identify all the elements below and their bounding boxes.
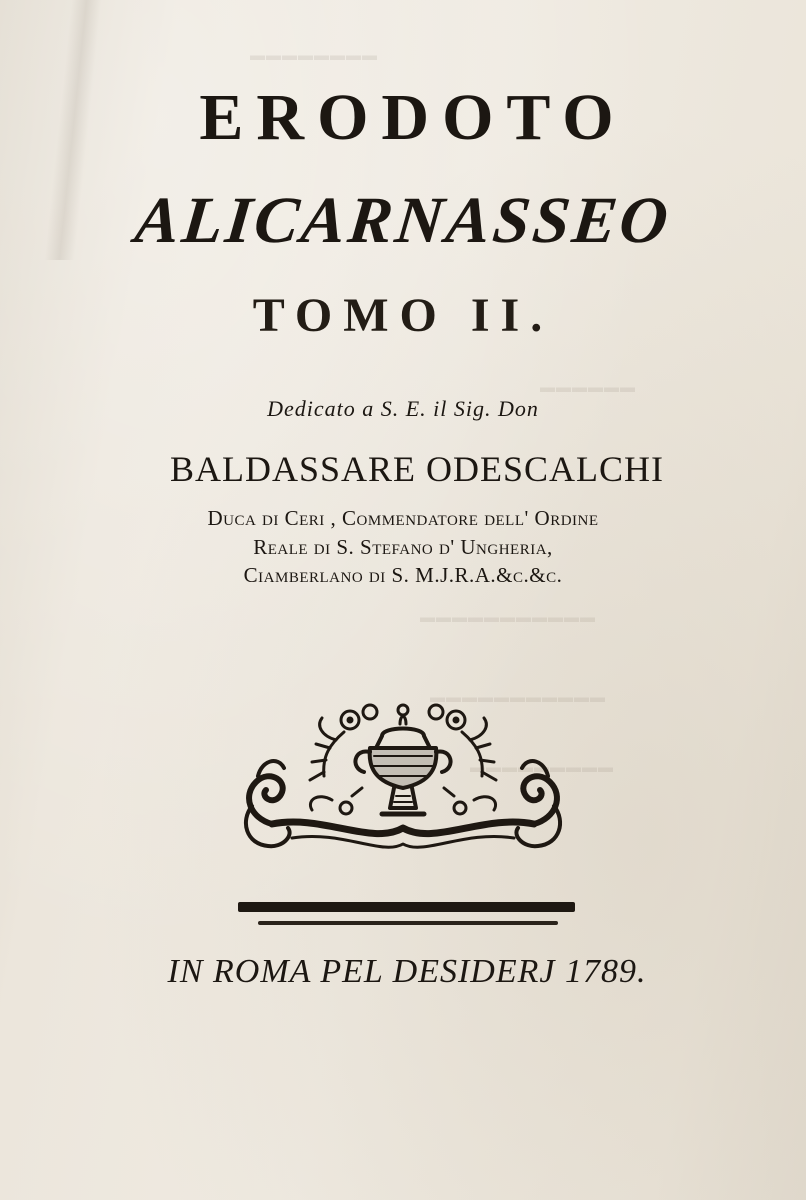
dedicatee-title-line-3: Ciamberlano di S. M.J.R.A.&c.&c. bbox=[243, 563, 563, 587]
bleed-through-texture: ▬▬▬▬▬▬▬▬▬ bbox=[470, 760, 614, 776]
urn-ornament-icon bbox=[232, 696, 574, 866]
title-line-1: ERODOTO bbox=[199, 81, 627, 154]
bleed-through-texture: ▬▬▬▬▬▬▬▬▬▬▬ bbox=[430, 690, 606, 706]
title-line-2: ALICARNASSEO bbox=[131, 184, 675, 257]
dedicatee-name: BALDASSARE ODESCALCHI bbox=[169, 449, 665, 489]
double-rule-thick bbox=[238, 902, 575, 912]
dedicatee-title-line-1: Duca di Ceri , Commendatore dell' Ordine bbox=[207, 506, 599, 530]
bleed-through-texture: ▬▬▬▬▬▬▬▬▬▬▬ bbox=[420, 610, 596, 626]
dedicatee-title-line-2: Reale di S. Stefano d' Ungheria, bbox=[253, 535, 553, 559]
double-rule-thin bbox=[258, 921, 558, 925]
bleed-through-texture: ▬▬▬▬▬▬▬▬ bbox=[250, 48, 378, 64]
imprint-line: IN ROMA PEL DESIDERJ 1789. bbox=[167, 953, 647, 990]
bleed-through-texture: ▬▬▬▬▬▬ bbox=[540, 380, 636, 396]
dedication-intro: Dedicato a S. E. il Sig. Don bbox=[267, 396, 539, 421]
volume-label: TOMO II. bbox=[252, 289, 554, 342]
